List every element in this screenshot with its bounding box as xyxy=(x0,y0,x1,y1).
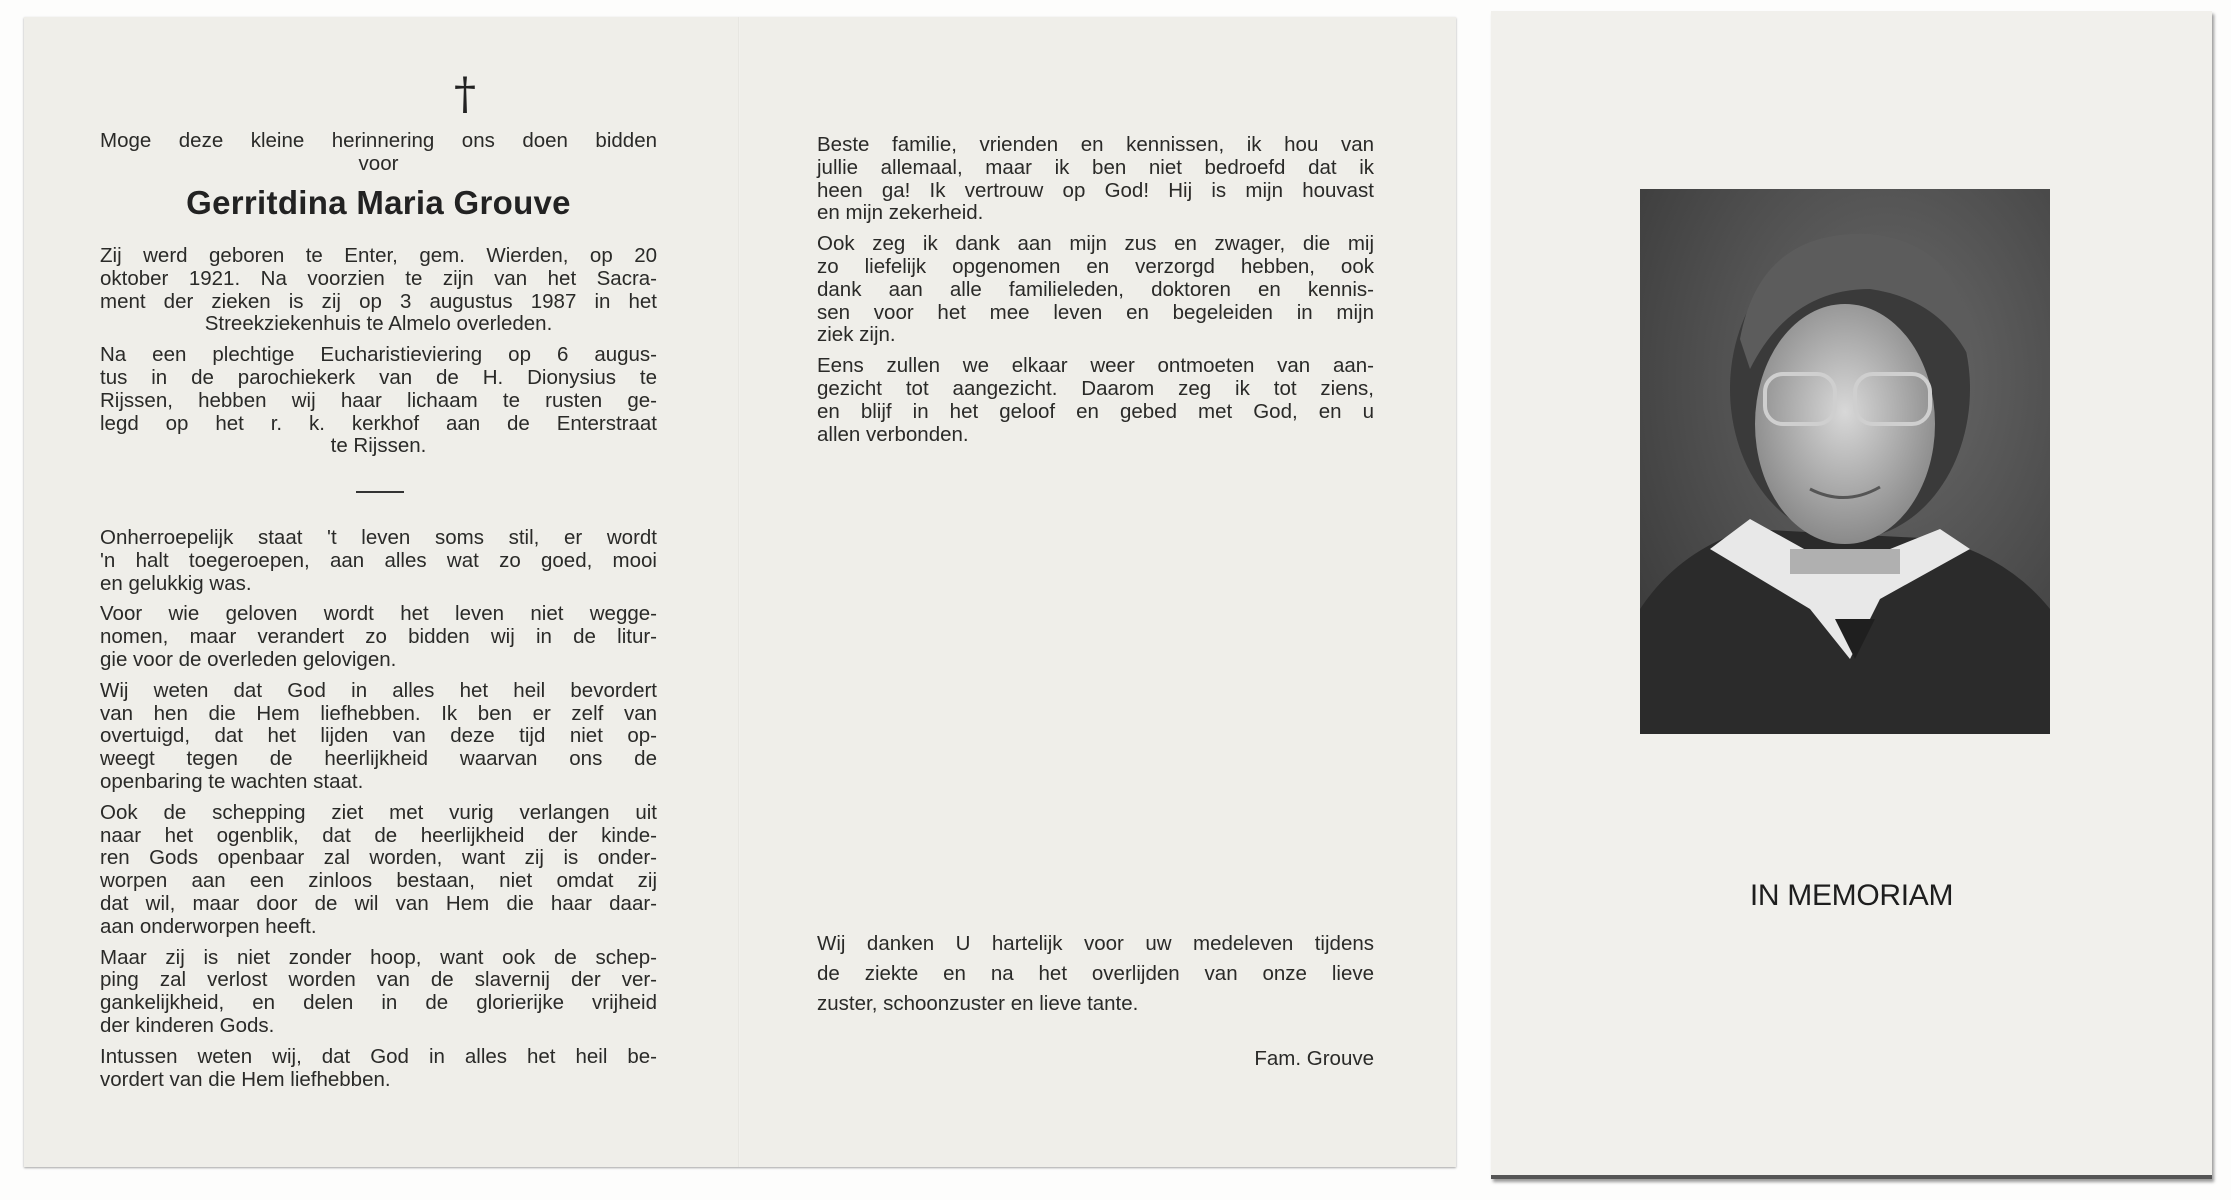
text-line: gie voor de overleden gelovigen. xyxy=(100,647,397,671)
text-line: Streekziekenhuis te Almelo overleden. xyxy=(204,312,553,336)
text-line: ment der zieken is zij op 3 augustus 1987 in het xyxy=(100,289,657,313)
paragraph xyxy=(100,802,657,939)
text-line: legd op het r. k. kerkhof aan de Enterstraat xyxy=(100,411,657,435)
text-line: heen ga! Ik vertrouw op God! Hij is mijn houvast xyxy=(817,178,1374,202)
text-line: aan onderworpen heeft. xyxy=(100,914,317,938)
text-line: zo liefelijk opgenomen en verzorgd hebben, ook xyxy=(817,254,1374,278)
paragraph xyxy=(100,603,657,671)
text-line: weegt tegen de heerlijkheid waarvan ons de xyxy=(100,747,657,771)
thanks-line: de ziekte en na het overlijden van onze lieve xyxy=(817,962,1374,985)
text-line: overtuigd, dat het lijden van deze tijd niet op- xyxy=(100,724,657,748)
thanks-line: Wij danken U hartelijk voor uw medeleven tijdens xyxy=(817,932,1374,955)
text-line: Rijssen, hebben wij haar lichaam te rusten ge- xyxy=(100,388,657,412)
text-line: worpen aan een zinloos bestaan, niet omdat zij xyxy=(100,869,657,893)
text-line: gezicht tot aangezicht. Daarom zeg ik tot ziens, xyxy=(817,376,1374,400)
text-line: ren Gods openbaar zal worden, want zij is onder- xyxy=(100,846,657,870)
text-line: Zij werd geboren te Enter, gem. Wierden, op 20 xyxy=(100,244,657,267)
text-line: Ook zeg ik dank aan mijn zus en zwager, die mij xyxy=(817,232,1374,256)
text-line: Onherroepelijk staat 't leven soms stil, er wordt xyxy=(100,526,657,549)
biography xyxy=(100,245,657,466)
text-line: vordert van die Hem liefhebben. xyxy=(100,1067,391,1091)
text-line: Intussen weten wij, dat God in alles het heil be- xyxy=(100,1044,657,1068)
paragraph xyxy=(817,134,1374,225)
paragraph xyxy=(817,355,1374,446)
cover-title: IN MEMORIAM xyxy=(1749,879,1954,912)
deceased-name: Gerritdina Maria Grouve xyxy=(186,184,571,221)
intro-line: Moge deze kleine herinnering ons doen bidden xyxy=(100,129,657,152)
text-line: en mijn zekerheid. xyxy=(817,201,984,225)
paragraph xyxy=(100,1046,657,1092)
card-inside-spread xyxy=(24,17,1456,1167)
cross-icon: † xyxy=(454,69,476,120)
text-line: Ook de schepping ziet met vurig verlangen uit xyxy=(100,800,657,824)
text-line: Wij weten dat God in alles het heil bevordert xyxy=(100,678,657,702)
text-line: naar het ogenblik, dat de heerlijkheid der kinde- xyxy=(100,823,657,847)
intro-text xyxy=(100,130,657,176)
farewell-text xyxy=(817,134,1374,454)
text-line: 'n halt toegeroepen, aan alles wat zo goed, mooi xyxy=(100,548,657,572)
text-line: sen voor het mee leven en begeleiden in mijn xyxy=(817,300,1374,324)
card-cover xyxy=(1491,11,2212,1179)
text-line: ping zal verlost worden van de slavernij der ver- xyxy=(100,968,657,992)
text-line: dank aan alle familieleden, doktoren en kennis- xyxy=(817,277,1374,301)
text-line: openbaring te wachten staat. xyxy=(100,769,364,793)
text-line: Maar zij is niet zonder hoop, want ook de schep- xyxy=(100,945,657,969)
text-line: te Rijssen. xyxy=(330,434,427,458)
signature: Fam. Grouve xyxy=(1254,1047,1374,1070)
paragraph xyxy=(100,245,657,336)
text-line: gankelijkheid, en delen in de glorierijke vrijheid xyxy=(100,991,657,1015)
text-line: en gelukkig was. xyxy=(100,571,252,595)
thanks-text xyxy=(817,929,1374,1019)
text-line: allen verbonden. xyxy=(817,422,969,446)
text-line: nomen, maar verandert zo bidden wij in de litur- xyxy=(100,625,657,649)
paragraph xyxy=(100,947,657,1038)
paragraph xyxy=(100,344,657,458)
text-line: ziek zijn. xyxy=(817,323,896,347)
fold-line xyxy=(738,17,740,1167)
thanks-line: zuster, schoonzuster en lieve tante. xyxy=(817,992,1139,1015)
text-line: tus in de parochiekerk van de H. Dionysius te xyxy=(100,365,657,389)
text-line: Eens zullen we elkaar weer ontmoeten van aan- xyxy=(817,354,1374,378)
text-line: der kinderen Gods. xyxy=(100,1013,275,1037)
scripture-text xyxy=(100,527,657,1099)
text-line: Na een plechtige Eucharistieviering op 6 augus- xyxy=(100,343,657,367)
portrait-photo xyxy=(1640,189,2050,734)
paragraph xyxy=(100,680,657,794)
text-line: oktober 1921. Na voorzien te zijn van het Sacra- xyxy=(100,266,657,290)
divider xyxy=(356,491,404,493)
text-line: dat wil, maar door de wil van Hem die haar daar- xyxy=(100,891,657,915)
text-line: van hen die Hem liefhebben. Ik ben er zelf van xyxy=(100,701,657,725)
intro-line: voor xyxy=(358,151,399,175)
portrait-image xyxy=(1640,189,2050,734)
text-line: Voor wie geloven wordt het leven niet wegge- xyxy=(100,602,657,626)
paragraph xyxy=(817,233,1374,347)
text-line: jullie allemaal, maar ik ben niet bedroefd dat ik xyxy=(817,155,1374,179)
paragraph xyxy=(100,527,657,595)
text-line: Beste familie, vrienden en kennissen, ik hou van xyxy=(817,133,1374,156)
text-line: en blijf in het geloof en gebed met God, en u xyxy=(817,399,1374,423)
